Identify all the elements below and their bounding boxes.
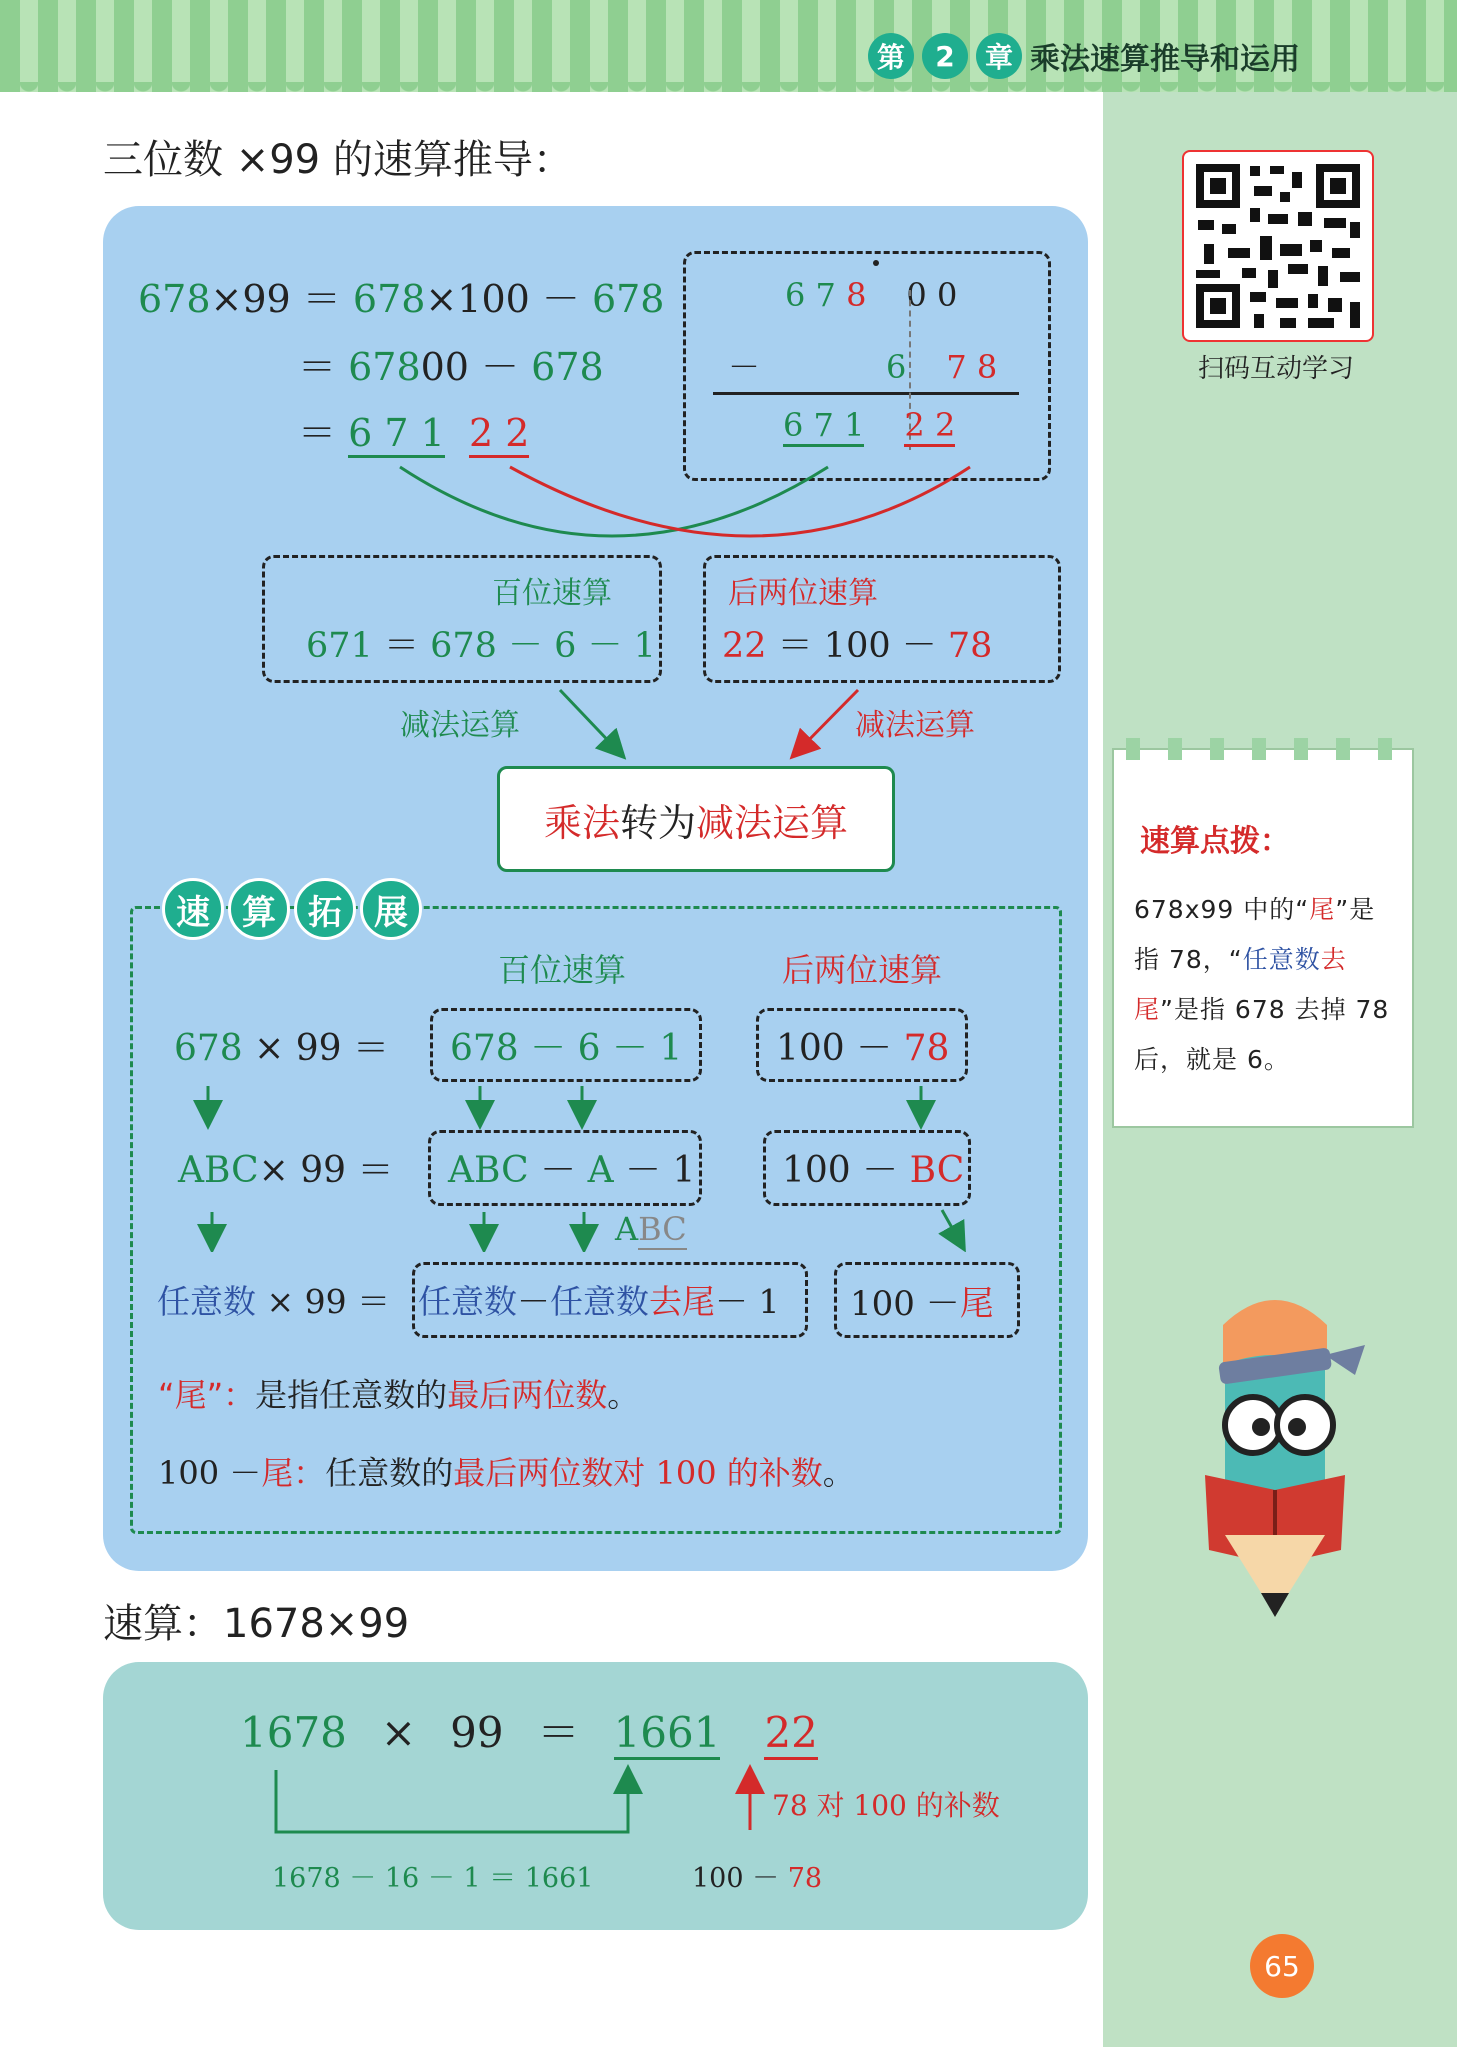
num: ABC <box>178 1150 259 1191</box>
def-part: 。 <box>822 1454 855 1492</box>
op: － <box>517 1282 550 1321</box>
def-part: 100 － <box>158 1454 262 1492</box>
tip-part: 678x99 中的“ <box>1134 895 1310 924</box>
num: 8 <box>846 276 867 314</box>
num: 0 0 <box>906 276 958 314</box>
derivation-line-1 <box>138 268 664 323</box>
def-part: 是指任意数的 <box>255 1376 448 1414</box>
op: － <box>528 1150 588 1191</box>
op: 100 － <box>776 1028 904 1069</box>
num-tail: 2 2 <box>904 406 955 447</box>
conv-part: 乘法 <box>543 800 620 845</box>
op: ×100 － <box>425 277 592 321</box>
tail-speed-title: 后两位速算 <box>728 576 878 611</box>
def-part: 任意数的 <box>325 1454 454 1492</box>
num: ABC <box>448 1150 529 1191</box>
extension-badges <box>162 878 422 940</box>
word: 尾 <box>959 1284 994 1324</box>
hundreds-speed-title: 百位速算 <box>492 576 612 611</box>
num: BC <box>909 1150 965 1191</box>
quick-arrows <box>260 1760 780 1840</box>
def-part: 100 <box>645 1454 727 1492</box>
num-tail: 2 2 <box>469 411 529 458</box>
subtract-label-left: 减法运算 <box>400 708 520 743</box>
ext-row1-left <box>174 1020 389 1071</box>
vertical-row-3 <box>783 406 955 444</box>
tip-part: 去尾 <box>1134 945 1347 1024</box>
op: － 1 <box>715 1282 780 1321</box>
def-part: 。 <box>607 1376 640 1414</box>
complement-note: 78 对 100 的补数 <box>772 1789 1000 1822</box>
extension-arrows <box>140 1082 1000 1252</box>
op: ＝ 100 － <box>766 626 948 666</box>
qr-code-icon[interactable] <box>1182 150 1374 342</box>
quick-equation <box>240 1700 818 1760</box>
num: 78 <box>947 626 993 666</box>
chapter-header <box>868 30 1300 82</box>
tip-part: ”是指 678 去掉 78 后，就是 6。 <box>1134 995 1390 1074</box>
num: 99 <box>450 1708 504 1757</box>
ext-row3-left <box>157 1276 390 1323</box>
tip-part: 尾 <box>1309 895 1336 924</box>
op: 00 － <box>420 345 532 389</box>
conv-part: 减法运算 <box>696 800 849 845</box>
ext-row1-hundreds <box>450 1020 682 1071</box>
def-part: “尾”： <box>158 1376 256 1414</box>
ext-col-hundreds: 百位速算 <box>498 951 627 989</box>
num: 671 <box>306 626 373 666</box>
conversion-box <box>497 766 895 872</box>
num: 1678 <box>240 1708 347 1757</box>
ext-row1-tail <box>776 1020 949 1071</box>
definition-tail <box>158 1370 639 1416</box>
hundreds-equation <box>306 618 656 668</box>
num: 6 <box>886 348 907 386</box>
num: 78 <box>903 1028 950 1069</box>
qr-label: 扫码互动学习 <box>1197 354 1354 384</box>
tip-text <box>1134 885 1396 1085</box>
subtraction-rule <box>713 392 1019 395</box>
borrow-dot <box>873 260 879 266</box>
op: ×99 ＝ <box>210 277 353 321</box>
num: 78 <box>787 1863 823 1894</box>
word: 任意数 <box>550 1282 649 1321</box>
num: 22 <box>722 626 767 666</box>
op: 100 － <box>692 1863 788 1894</box>
ext-row3-hundreds <box>418 1276 780 1323</box>
num: 678 <box>591 277 665 321</box>
derivation-line-2 <box>298 336 604 391</box>
op: ＝ <box>298 345 349 389</box>
num-tail: 22 <box>764 1708 817 1760</box>
tip-part: 任意数 <box>1242 945 1321 974</box>
conv-part: 转为 <box>619 800 696 845</box>
section-heading-quick: 速算：1678×99 <box>103 1601 410 1647</box>
num: 678 <box>450 1028 519 1069</box>
num: 678 <box>138 277 211 321</box>
num: 678 <box>348 345 421 389</box>
op: 100 － <box>850 1284 960 1324</box>
arrows-to-conversion <box>550 685 870 765</box>
chapter-title: 乘法速算推导和运用 <box>1030 42 1300 77</box>
badge-char: 速 <box>162 878 224 940</box>
chapter-prefix: 第 <box>868 33 914 79</box>
minus: － <box>728 348 761 386</box>
op: ＝ <box>537 1708 580 1757</box>
chapter-suffix: 章 <box>976 33 1022 79</box>
def-part: 最后两位数 <box>447 1376 608 1414</box>
def-part: 最后两位数对 <box>453 1454 646 1492</box>
op: × 99 ＝ <box>256 1282 391 1321</box>
op: × 99 ＝ <box>258 1150 394 1191</box>
op: 100 － <box>782 1150 910 1191</box>
word: 去尾 <box>649 1282 715 1321</box>
num-hundreds: 1661 <box>614 1708 721 1760</box>
num: 678 <box>430 626 497 666</box>
num: 678 <box>352 277 426 321</box>
num: 678 <box>531 345 604 389</box>
vertical-row-2 <box>728 342 997 388</box>
note-a: A <box>615 1210 639 1248</box>
op: × 99 ＝ <box>242 1028 390 1069</box>
vertical-row-1 <box>785 276 957 314</box>
quick-calc-left: 1678 － 16 － 1 ＝ 1661 <box>272 1863 594 1894</box>
num: A <box>587 1150 614 1191</box>
section-heading-derivation: 三位数 ×99 的速算推导： <box>103 137 573 183</box>
op: ＝ <box>372 626 431 666</box>
chapter-number: 2 <box>922 33 968 79</box>
op: － 1 <box>613 1150 696 1191</box>
def-part: 尾： <box>261 1454 326 1492</box>
ext-col-tail: 后两位速算 <box>782 951 943 989</box>
connecting-curves <box>380 455 980 555</box>
subtract-label-right: 减法运算 <box>855 708 975 743</box>
num: 6 7 <box>785 276 847 314</box>
badge-char: 拓 <box>294 878 356 940</box>
num: 7 8 <box>946 348 998 386</box>
definition-complement <box>158 1448 855 1494</box>
num: － 6 － 1 <box>496 626 656 666</box>
num: － 6 － 1 <box>518 1028 683 1069</box>
badge-char: 算 <box>228 878 290 940</box>
num: 678 <box>174 1028 243 1069</box>
quick-calc-right <box>692 1856 822 1895</box>
word: 任意数 <box>157 1282 256 1321</box>
tip-card <box>1112 748 1414 1128</box>
tip-title: 速算点拨： <box>1140 824 1290 859</box>
num-hundreds: 6 7 1 <box>348 411 445 458</box>
op: ＝ <box>298 411 349 455</box>
tip-card-binding <box>1114 738 1412 760</box>
page-number: 65 <box>1250 1934 1314 1998</box>
derivation-line-3 <box>298 402 529 457</box>
badge-char: 展 <box>360 878 422 940</box>
pencil-mascot-icon <box>1165 1285 1385 1645</box>
def-part: 的补数 <box>726 1454 823 1492</box>
tail-equation <box>722 618 992 668</box>
ext-row3-tail <box>850 1276 994 1325</box>
op: × <box>380 1708 417 1757</box>
num-hundreds: 6 7 1 <box>783 406 864 447</box>
tip-part: ”是指 78，“ <box>1134 895 1376 974</box>
word: 任意数 <box>418 1282 517 1321</box>
note-bc: BC <box>638 1210 687 1248</box>
